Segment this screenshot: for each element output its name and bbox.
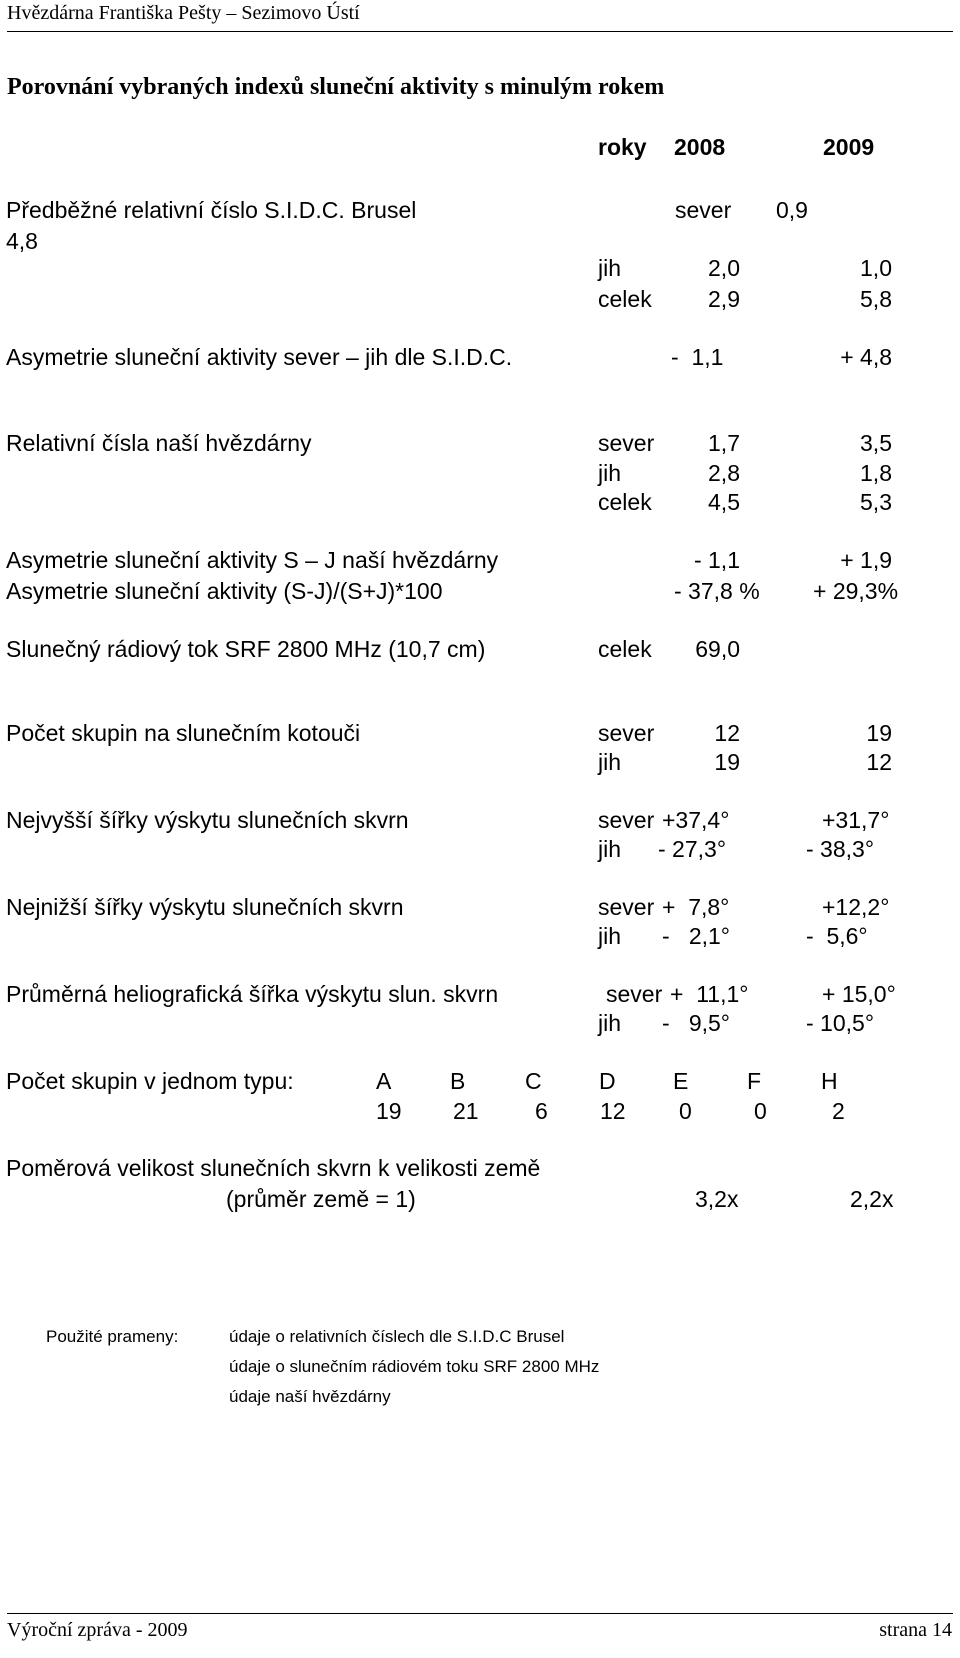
- asym-sj-2008: - 1,1: [693, 547, 740, 573]
- ours-sever-2008: 1,7: [708, 430, 740, 456]
- type-count: 12: [600, 1098, 626, 1124]
- ours-jih-2008: 2,8: [708, 460, 740, 486]
- sidc-sever-label: sever: [675, 197, 732, 223]
- avg-lat-jih-2008: - 9,5°: [662, 1010, 731, 1036]
- radio-2008: 69,0: [695, 636, 740, 662]
- asym-sidc-2008: - 1,1: [671, 344, 724, 370]
- ours-sever-2009: 3,5: [860, 430, 892, 456]
- ours-celek-2009: 5,3: [860, 489, 892, 515]
- max-lat-jih-2008: - 27,3°: [658, 836, 727, 862]
- min-lat-label: Nejnižší šířky výskytu slunečních skvrn: [6, 894, 404, 920]
- size-2008: 3,2x: [695, 1186, 739, 1212]
- max-lat-label: Nejvyšší šířky výskytu slunečních skvrn: [6, 807, 409, 833]
- type-letter: B: [450, 1068, 466, 1094]
- asym-pct-label: Asymetrie sluneční aktivity (S-J)/(S+J)*100: [6, 578, 443, 604]
- asym-sidc-2009: + 4,8: [840, 344, 892, 370]
- year-2009-header: 2009: [823, 134, 875, 160]
- min-lat-sever-2009: +12,2°: [822, 894, 890, 920]
- sidc-celek-2009: 5,8: [860, 286, 892, 312]
- type-count: 19: [376, 1098, 402, 1124]
- types-label: Počet skupin v jednom typu:: [6, 1068, 294, 1094]
- type-letter: F: [747, 1068, 762, 1094]
- radio-celek-label: celek: [598, 636, 652, 662]
- sidc-celek-2008: 2,9: [708, 286, 740, 312]
- years-label: roky: [598, 134, 647, 160]
- groups-label: Počet skupin na slunečním kotouči: [6, 720, 361, 746]
- sidc-celek-label: celek: [598, 286, 652, 312]
- avg-lat-label: Průměrná heliografická šířka výskytu slun. skvrn: [6, 981, 499, 1007]
- type-letter: D: [599, 1068, 616, 1094]
- groups-sever-2008: 12: [714, 720, 740, 746]
- footer-rule: [7, 1613, 953, 1614]
- sidc-label: Předběžné relativní číslo S.I.D.C. Brusel: [6, 197, 417, 223]
- groups-sever-label: sever: [598, 720, 655, 746]
- footer-page-number: strana 14: [879, 1619, 952, 1641]
- size-2009: 2,2x: [850, 1186, 894, 1212]
- avg-lat-jih-label: jih: [598, 1010, 622, 1036]
- min-lat-sever-label: sever: [598, 894, 655, 920]
- avg-lat-sever-2009: + 15,0°: [822, 981, 896, 1007]
- min-lat-jih-2009: - 5,6°: [806, 923, 868, 949]
- source-item: údaje o relativních číslech dle S.I.D.C Brusel: [229, 1327, 565, 1346]
- footer-left: Výroční zpráva - 2009: [7, 1619, 188, 1641]
- ours-jih-2009: 1,8: [860, 460, 892, 486]
- groups-jih-2009: 12: [866, 749, 892, 775]
- sources-label: Použité prameny:: [46, 1327, 179, 1346]
- avg-lat-jih-2009: - 10,5°: [806, 1010, 875, 1036]
- running-header: Hvězdárna Františka Pešty – Sezimovo Ústí: [7, 2, 360, 24]
- size-label: Poměrová velikost slunečních skvrn k velikosti země: [6, 1155, 541, 1181]
- type-count: 0: [679, 1098, 692, 1124]
- max-lat-sever-2009: +31,7°: [822, 807, 890, 833]
- asym-sj-label: Asymetrie sluneční aktivity S – J naší hvězdárny: [6, 547, 499, 573]
- asym-pct-2008: - 37,8 %: [674, 578, 760, 604]
- document-title: Porovnání vybraných indexů sluneční aktivity s minulým rokem: [7, 74, 665, 100]
- source-item: údaje o slunečním rádiovém toku SRF 2800 MHz: [229, 1357, 600, 1376]
- type-count: 2: [832, 1098, 845, 1124]
- ours-celek-label: celek: [598, 489, 652, 515]
- asym-sidc-label: Asymetrie sluneční aktivity sever – jih dle S.I.D.C.: [6, 344, 513, 370]
- source-item: údaje naší hvězdárny: [229, 1387, 391, 1406]
- groups-jih-2008: 19: [714, 749, 740, 775]
- max-lat-sever-2008: +37,4°: [662, 807, 730, 833]
- groups-jih-label: jih: [598, 749, 622, 775]
- sidc-sever-2009: 4,8: [6, 228, 38, 254]
- type-count: 0: [754, 1098, 767, 1124]
- ours-label: Relativní čísla naší hvězdárny: [6, 430, 312, 456]
- type-letter: E: [673, 1068, 689, 1094]
- header-rule: [7, 31, 953, 32]
- ours-jih-label: jih: [598, 460, 622, 486]
- asym-sj-2009: + 1,9: [840, 547, 892, 573]
- size-sublabel: (průměr země = 1): [226, 1186, 416, 1212]
- type-letter: A: [376, 1068, 392, 1094]
- asym-pct-2009: + 29,3%: [813, 578, 899, 604]
- type-count: 21: [453, 1098, 479, 1124]
- min-lat-jih-2008: - 2,1°: [662, 923, 731, 949]
- ours-sever-label: sever: [598, 430, 655, 456]
- sidc-jih-2008: 2,0: [708, 255, 740, 281]
- max-lat-jih-label: jih: [598, 836, 622, 862]
- year-2008-header: 2008: [674, 134, 726, 160]
- sidc-jih-2009: 1,0: [860, 255, 892, 281]
- max-lat-jih-2009: - 38,3°: [806, 836, 875, 862]
- max-lat-sever-label: sever: [598, 807, 655, 833]
- sidc-jih-label: jih: [598, 255, 622, 281]
- type-letter: H: [821, 1068, 838, 1094]
- sidc-sever-2008: 0,9: [776, 197, 808, 223]
- radio-label: Slunečný rádiový tok SRF 2800 MHz (10,7 cm): [6, 636, 486, 662]
- groups-sever-2009: 19: [866, 720, 892, 746]
- avg-lat-sever-2008: + 11,1°: [670, 981, 749, 1007]
- type-count: 6: [535, 1098, 548, 1124]
- min-lat-sever-2008: + 7,8°: [662, 894, 730, 920]
- ours-celek-2008: 4,5: [708, 489, 740, 515]
- avg-lat-sever-label: sever: [606, 981, 663, 1007]
- type-letter: C: [525, 1068, 542, 1094]
- min-lat-jih-label: jih: [598, 923, 622, 949]
